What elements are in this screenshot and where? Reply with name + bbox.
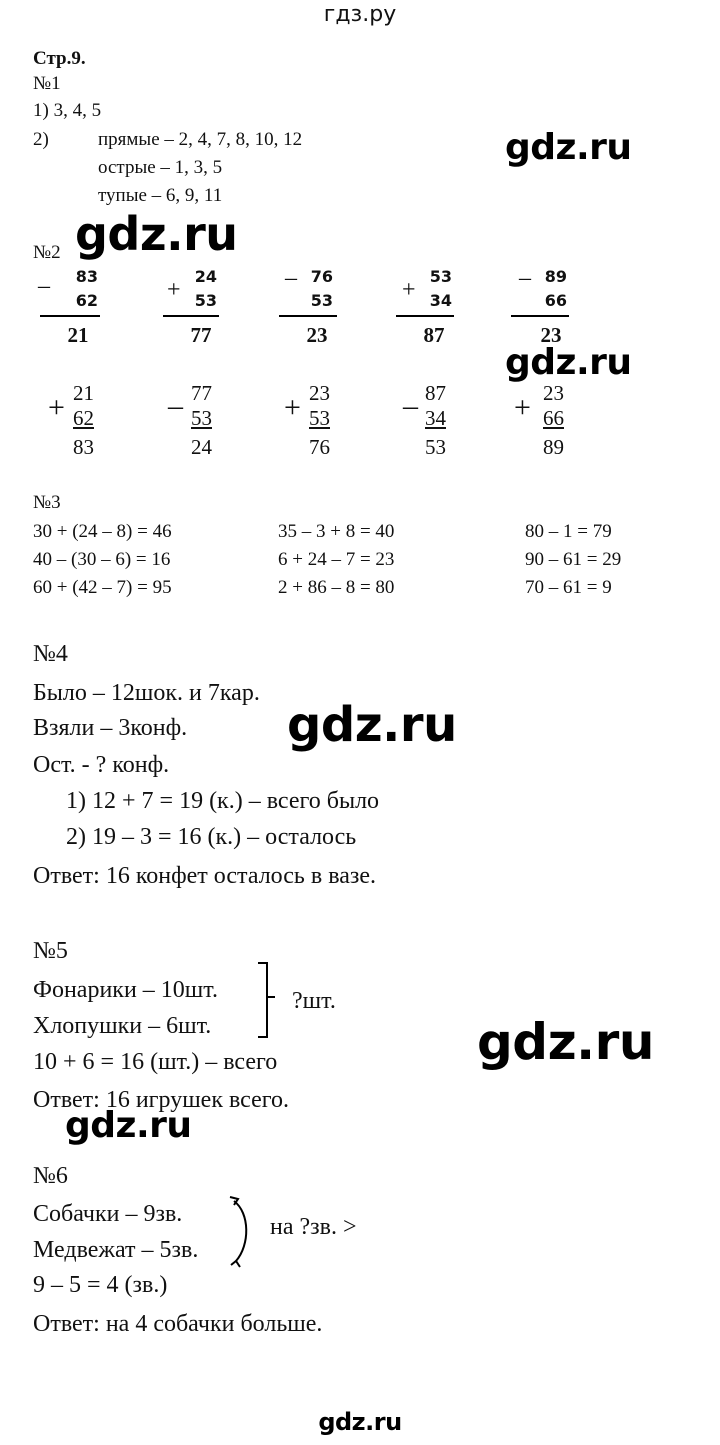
column-problem (273, 264, 353, 349)
result-line (511, 315, 569, 317)
task3-label: №3 (33, 492, 61, 513)
watermark: gdz.ru (75, 207, 238, 261)
result-line (163, 315, 219, 317)
operand-bottom: 66 (544, 291, 567, 310)
operand-top: 21 (73, 381, 94, 405)
equation: 2 + 86 – 8 = 80 (278, 577, 395, 598)
result: 53 (425, 435, 446, 459)
watermark: gdz.ru (477, 1013, 654, 1071)
operand-top: 23 (309, 381, 330, 405)
task5-line2: Хлопушки – 6шт. (33, 1013, 212, 1039)
task2-label: №2 (33, 242, 61, 263)
task6-line2: Медвежат – 5зв. (33, 1237, 199, 1263)
result: 87 (423, 323, 445, 347)
result-line (40, 315, 100, 317)
column-problem (48, 380, 128, 465)
equation: 35 – 3 + 8 = 40 (278, 521, 395, 542)
page-label: Стр.9. (33, 48, 86, 69)
column-problem (168, 380, 248, 465)
bracket (258, 962, 268, 1038)
operand-top: 23 (543, 381, 564, 405)
operation-sign: + (284, 391, 301, 424)
operation-sign: – (403, 389, 418, 422)
column-problem (157, 264, 237, 349)
operation-sign: + (514, 391, 531, 424)
operand-bottom: 53 (194, 291, 217, 310)
task4-line1: Было – 12шок. и 7кар. (33, 680, 260, 706)
column-problem (514, 380, 594, 465)
operand-top: 76 (310, 267, 333, 286)
task1-label: №1 (33, 73, 61, 94)
operand-top: 24 (194, 267, 217, 286)
operation-sign: – (168, 389, 183, 422)
column-problem (403, 380, 483, 465)
task5-question: ?шт. (292, 988, 336, 1014)
operand-top: 89 (544, 267, 567, 286)
operand-bottom: 34 (429, 291, 452, 310)
task6-question: на ?зв. > (270, 1214, 357, 1240)
column-problem (284, 380, 364, 465)
result: 21 (67, 323, 89, 347)
task1-pryamye: прямые – 2, 4, 7, 8, 10, 12 (98, 129, 303, 150)
task6-label: №6 (33, 1163, 68, 1189)
operand-top: 87 (425, 381, 446, 405)
operand-bottom: 66 (543, 406, 564, 430)
equation: 40 – (30 – 6) = 16 (33, 549, 171, 570)
result: 23 (540, 323, 562, 347)
result: 23 (306, 323, 328, 347)
equation: 70 – 61 = 9 (525, 577, 612, 598)
site-header: гдз.ру (323, 2, 397, 27)
task5-calc: 10 + 6 = 16 (шт.) – всего (33, 1049, 278, 1075)
task6-line1: Собачки – 9зв. (33, 1201, 183, 1227)
task6-calc: 9 – 5 = 4 (зв.) (33, 1272, 168, 1298)
task4-answer: Ответ: 16 конфет осталось в вазе. (33, 863, 376, 889)
operand-bottom: 62 (73, 406, 94, 430)
task4-line3: Ост. - ? конф. (33, 752, 170, 778)
result-line (396, 315, 454, 317)
operation-sign: – (285, 265, 297, 291)
task5-label: №5 (33, 938, 68, 964)
column-problem (38, 264, 118, 349)
result: 83 (73, 435, 94, 459)
site-footer: gdz.ru (318, 1408, 402, 1436)
operation-sign: – (38, 273, 50, 299)
result: 24 (191, 435, 212, 459)
operand-bottom: 53 (191, 406, 212, 430)
operation-sign: + (167, 277, 181, 303)
operation-sign: – (519, 265, 531, 291)
operand-bottom: 53 (309, 406, 330, 430)
task1-line1: 1) 3, 4, 5 (33, 100, 102, 121)
operation-sign: + (48, 391, 65, 424)
watermark: gdz.ru (65, 1105, 192, 1146)
result: 77 (190, 323, 212, 347)
task5-answer: Ответ: 16 игрушек всего. (33, 1087, 290, 1113)
watermark: gdz.ru (505, 127, 632, 168)
operand-top: 77 (191, 381, 212, 405)
task1-ostrye: острые – 1, 3, 5 (98, 157, 223, 178)
operand-bottom: 34 (425, 406, 446, 430)
task1-tupye: тупые – 6, 9, 11 (98, 185, 223, 206)
equation: 80 – 1 = 79 (525, 521, 612, 542)
result: 76 (309, 435, 330, 459)
task4-step1: 1) 12 + 7 = 19 (к.) – всего было (66, 788, 380, 814)
task4-line2: Взяли – 3конф. (33, 715, 188, 741)
equation: 30 + (24 – 8) = 46 (33, 521, 172, 542)
task4-label: №4 (33, 641, 68, 667)
watermark: gdz.ru (505, 342, 632, 383)
compare-arrow-icon (228, 1195, 254, 1271)
equation: 60 + (42 – 7) = 95 (33, 577, 172, 598)
operand-top: 53 (429, 267, 452, 286)
watermark: gdz.ru (287, 697, 457, 753)
equation: 6 + 24 – 7 = 23 (278, 549, 395, 570)
result: 89 (543, 435, 564, 459)
operand-bottom: 62 (75, 291, 98, 310)
operation-sign: + (402, 277, 416, 303)
column-problem (392, 264, 472, 349)
bracket-tick (267, 996, 275, 998)
task4-step2: 2) 19 – 3 = 16 (к.) – осталось (66, 824, 357, 850)
task1-num2: 2) (33, 129, 49, 150)
equation: 90 – 61 = 29 (525, 549, 622, 570)
operand-bottom: 53 (310, 291, 333, 310)
result-line (279, 315, 337, 317)
task5-line1: Фонарики – 10шт. (33, 977, 218, 1003)
task6-answer: Ответ: на 4 собачки больше. (33, 1311, 323, 1337)
column-problem (507, 264, 587, 349)
operand-top: 83 (75, 267, 98, 286)
